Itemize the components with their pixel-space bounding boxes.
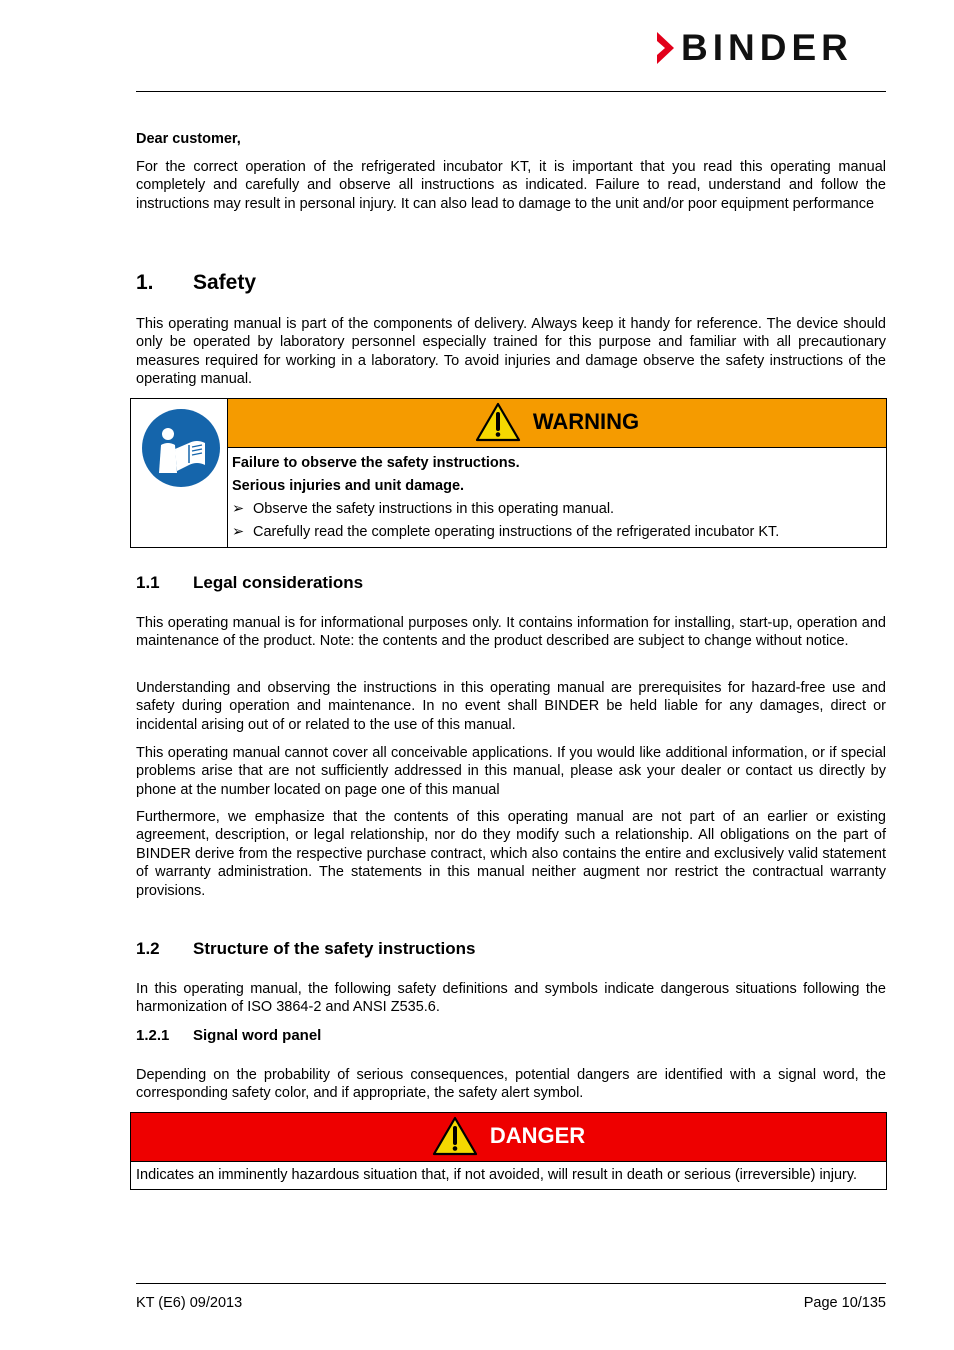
binder-logo-chevron-icon [654,30,676,66]
warning-bullet-text: Observe the safety instructions in this operating manual. [253,501,615,518]
footer-doc-id: KT (E6) 09/2013 [136,1295,243,1311]
section-title: Safety [193,271,257,294]
warning-triangle-icon [475,402,521,442]
section-heading-legal [136,572,363,594]
warning-triangle-icon [432,1116,478,1156]
structure-text: In this operating manual, the following safety definitions and symbols indicate dangerous situations following the harmonization of ISO 3864-2 and ANSI Z535.6. [136,981,886,1016]
warning-panel [130,398,887,548]
warning-consequence: Serious injuries and unit damage. [232,478,465,495]
warning-bullet [232,521,886,544]
read-manual-icon [131,399,227,499]
section-title: Legal considerations [193,573,364,592]
danger-signal-word: DANGER [489,1123,586,1148]
section-number: 1.2 [136,939,160,958]
arrow-bullet-icon: ➢ [232,524,245,541]
danger-header [131,1113,887,1162]
binder-logo [654,27,888,68]
warning-icon-cell [131,399,228,548]
danger-body [131,1162,887,1189]
section-heading-safety [136,270,256,296]
header-rule [136,91,886,92]
signal-word-text: Depending on the probability of serious consequences, potential dangers are identified with a signal word, the corresponding safety color, and if appropriate, the safety alert symbol. [136,1067,886,1102]
warning-hazard: Failure to observe the safety instructions. [232,455,520,472]
warning-signal-word: WARNING [532,409,640,434]
section-title: Structure of the safety instructions [193,939,476,958]
legal-paragraph: Furthermore, we emphasize that the contents of this operating manual are not part of an earlier or existing agreement, description, or legal relationship, nor do they modify such a relationship. All obligations on the part of BINDER derive from the respective purchase contract, which also contains the entire and exclusively valid statement of warranty administration. The statements in this manual neither augment nor restrict the contractual warranty provisions. [136,809,886,899]
section-number: 1.1 [136,573,160,592]
section-number: 1.2.1 [136,1027,170,1044]
greeting: Dear customer, [136,131,241,147]
danger-panel [130,1112,887,1190]
legal-paragraph: This operating manual cannot cover all conceivable applications. If you would like additional information, or if special problems arise that are not sufficiently addressed in this manual, please ask your dealer or contact us directly by phone at the number located on page one of this manual [136,745,886,798]
footer-rule [136,1283,886,1284]
warning-header [228,399,887,448]
arrow-bullet-icon: ➢ [232,501,245,518]
intro-text: For the correct operation of the refrigerated incubator KT, it is important that you read this operating manual completely and carefully and observe all instructions as indicated. Failure to read, understand and follow the instructions may result in personal injury. It can also lead to damage to the unit and/or poor equipment performance [136,159,886,212]
brand-name: BINDER [681,27,853,68]
safety-text: This operating manual is part of the components of delivery. Always keep it handy for reference. The device should only be operated by laboratory personnel especially trained for this purpose and familiar with all precautionary measures required for working in a laboratory. To avoid injuries and damage observe the safety instructions of the operating manual. [136,316,886,388]
warning-bullet [232,498,886,521]
warning-bullet-text: Carefully read the complete operating instructions of the refrigerated incubator KT. [253,524,780,541]
section-heading-signal-word-panel [136,1026,321,1046]
section-heading-structure [136,938,475,960]
footer-page-number: Page 10/135 [803,1295,886,1311]
warning-body [228,448,887,548]
legal-paragraph: This operating manual is for informational purposes only. It contains information for installing, start-up, operation and maintenance of the product. Note: the contents and the product described are subject to change without notice. [136,615,886,650]
section-number: 1. [136,271,154,294]
danger-text: Indicates an imminently hazardous situation that, if not avoided, will result in death or serious (irreversible) injury. [136,1167,858,1184]
legal-paragraph: Understanding and observing the instructions in this operating manual are prerequisites for hazard-free use and safety during operation and maintenance. In no event shall BINDER be held liable for any damages, direct or incidental arising out of or related to the use of this manual. [136,680,886,733]
section-title: Signal word panel [193,1027,322,1044]
